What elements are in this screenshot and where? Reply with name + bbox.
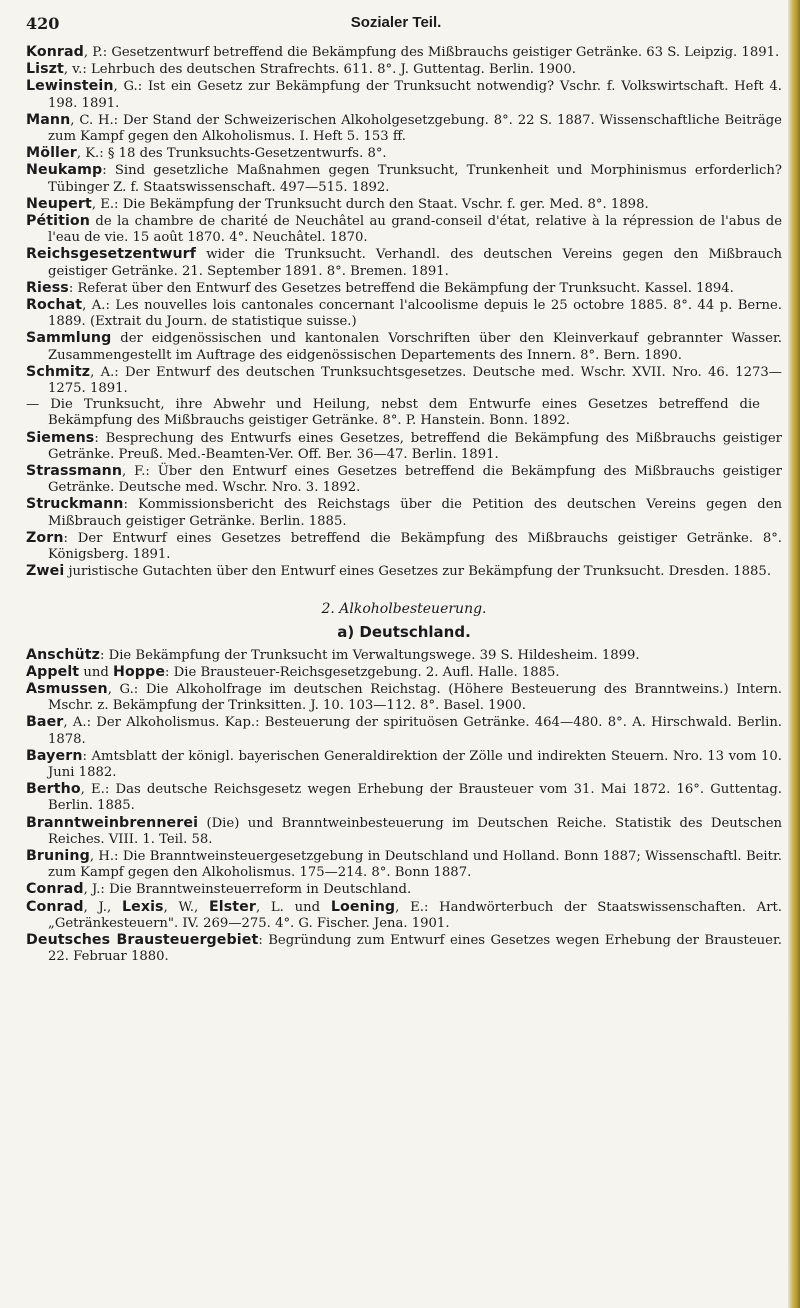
list-item xyxy=(26,297,782,330)
entry-text: , A.: Der Alkoholismus. Kap.: Besteuerung der spirituösen Getränke. 464—480. 8°. A. Hirschwald. Berlin. 1878. xyxy=(48,715,782,747)
entry-author: Pétition xyxy=(26,213,90,230)
entry-author: Rochat xyxy=(26,297,83,314)
entry-separator: , L. und xyxy=(255,899,331,915)
entry-list-b xyxy=(26,430,782,581)
entry-text: , E.: Handwörterbuch der Staatswissenschaften. Art. „Getränkesteuern". IV. 269—275. 4°. G. Fischer. Jena. 1901. xyxy=(48,899,782,931)
entry-separator: , J., xyxy=(83,899,122,915)
entry-text: : Kommissionsbericht des Reichstags über die Petition des deutschen Vereins gegen den Mißbrauch geistiger Getränke. Berlin. 1885. xyxy=(48,497,782,529)
list-item xyxy=(26,78,782,111)
list-item xyxy=(26,246,782,279)
list-item xyxy=(26,881,782,898)
entry-text: , P.: Gesetzentwurf betreffend die Bekämpfung des Mißbrauchs geistiger Getränke. 63 S. Leipzig. 1891. xyxy=(83,45,780,60)
entry-author: Riess xyxy=(26,279,69,296)
list-item xyxy=(26,748,782,781)
list-item xyxy=(26,899,782,932)
entry-author: Liszt xyxy=(26,61,64,78)
entry-author: Asmussen xyxy=(26,680,108,697)
page-edge xyxy=(788,0,800,1308)
entry-author: Reichsgesetzentwurf xyxy=(26,246,197,263)
list-item xyxy=(26,664,782,681)
page-header xyxy=(26,10,766,38)
entry-author: Siemens xyxy=(26,429,95,446)
entry-text: : Amtsblatt der königl. bayerischen Generaldirektion der Zölle und indirekten Steuern. Nro. 13 vom 10. Juni 1882. xyxy=(48,748,782,780)
list-item xyxy=(26,815,782,848)
list-item xyxy=(26,781,782,814)
entry-text: , K.: § 18 des Trunksuchts-Gesetzentwurfs. 8°. xyxy=(76,146,387,162)
entry-author: Elster xyxy=(208,898,256,915)
bibliography xyxy=(26,44,782,965)
entry-text: , G.: Die Alkoholfrage im deutschen Reichstag. (Höhere Besteuerung des Branntweins.) Intern. Mschr. z. Bekämpfung der Trinksitten. J. 10. 103—112. 8°. Basel. 1900. xyxy=(48,681,782,714)
entry-list-a xyxy=(26,44,782,397)
entry-text: , C. H.: Der Stand der Schweizerischen Alkoholgesetzgebung. 8°. 22 S. 1887. Wissenschaftliche Beiträge zum Kampf gegen den Alkoholismus. I. Heft 5. 153 ff. xyxy=(48,112,782,145)
entry-text: , F.: Über den Entwurf eines Gesetzes betreffend die Bekämpfung des Mißbrauchs geistiger Getränke. Deutsche med. Wschr. Nro. 3. 1892. xyxy=(48,464,782,496)
list-item xyxy=(26,463,782,496)
entry-author: Bayern xyxy=(26,747,83,764)
list-item xyxy=(26,714,782,747)
list-item xyxy=(26,162,782,195)
entry-author: Lewinstein xyxy=(26,78,114,95)
entry-text: : Begründung zum Entwurf eines Gesetzes wegen Erhebung der Brausteuer. 22. Februar 1880. xyxy=(48,932,782,965)
entry-text: , A.: Der Entwurf des deutschen Trunksuchtsgesetzes. Deutsche med. Wschr. XVII. Nro. 46. 1273—1275. 1891. xyxy=(48,364,782,397)
list-item xyxy=(26,44,782,61)
entry-text: , H.: Die Branntweinsteuergesetzgebung in Deutschland und Holland. Bonn 1887; Wissenschaftl. Beitr. zum Kampf gegen den Alkoholismus. 175—214. 8°. Bonn 1887. xyxy=(48,848,782,881)
entry-list-c xyxy=(26,647,782,899)
entry-text: : Sind gesetzliche Maßnahmen gegen Trunksucht, Trunkenheit und Morphinismus erforderlich? Tübinger Z. f. Staatswissenschaft. 497—515. 1892. xyxy=(48,163,782,195)
entry-author: Loening xyxy=(330,898,396,915)
entry-author: Möller xyxy=(26,145,77,162)
entry-author: Strassmann xyxy=(26,463,123,480)
list-item xyxy=(26,112,782,145)
list-item xyxy=(26,196,782,213)
entry-author: Deutsches Brausteuergebiet xyxy=(26,931,259,948)
list-item xyxy=(26,280,782,297)
entry-author: Schmitz xyxy=(26,363,91,380)
list-item xyxy=(26,647,782,664)
list-item xyxy=(26,430,782,463)
entry-author: Conrad xyxy=(26,898,84,915)
entry-author: Hoppe xyxy=(112,663,166,680)
list-item xyxy=(26,530,782,563)
entry-author: Branntweinbrennerei xyxy=(26,814,199,831)
entry-author: Bruning xyxy=(26,847,90,864)
list-item xyxy=(26,496,782,529)
entry-author: Zwei xyxy=(26,563,65,580)
list-item xyxy=(26,932,782,965)
list-item xyxy=(26,364,782,397)
country-heading: a) Deutschland. xyxy=(337,622,471,641)
entry-text: wider die Trunksucht. Verhandl. des deutschen Vereins gegen den Mißbrauch geistiger Getränke. 21. September 1891. 8°. Bremen. 1891. xyxy=(48,247,782,279)
list-item xyxy=(26,563,782,580)
entry-text: juristische Gutachten über den Entwurf eines Gesetzes zur Bekämpfung der Trunksucht. Dresden. 1885. xyxy=(64,564,772,580)
list-item xyxy=(26,213,782,246)
entry-separator: und xyxy=(79,664,113,680)
entry-author: Anschütz xyxy=(26,646,100,663)
entry-text: , E.: Das deutsche Reichsgesetz wegen Erhebung der Brausteuer vom 31. Mai 1872. 16°. Guttentag. Berlin. 1885. xyxy=(48,782,782,814)
entry-author: Neupert xyxy=(26,195,92,212)
entry-text: : Referat über den Entwurf des Gesetzes betreffend die Bekämpfung der Trunksucht. Kassel. 1894. xyxy=(68,280,734,296)
subsection-title: 2. Alkoholbesteuerung. xyxy=(321,600,487,617)
entry-author: Struckmann xyxy=(26,496,124,513)
entry-text: , G.: Ist ein Gesetz zur Bekämpfung der Trunksucht notwendig? Vschr. f. Volkswirtschaft. Heft 4. 198. 1891. xyxy=(48,79,782,111)
entry-text: : Die Bekämpfung der Trunksucht im Verwaltungswege. 39 S. Hildesheim. 1899. xyxy=(99,647,640,663)
running-title: Sozialer Teil. xyxy=(350,14,442,31)
entry-author: Conrad xyxy=(26,881,84,898)
entry-author: Lexis xyxy=(121,898,164,915)
entry-text: (Die) und Branntweinbesteuerung im Deutschen Reiche. Statistik des Deutschen Reiches. VIII. 1. Teil. 58. xyxy=(48,815,782,847)
page-number: 420 xyxy=(26,14,60,33)
list-item xyxy=(26,681,782,714)
entry-author: Zorn xyxy=(26,529,64,546)
entry-author: Sammlung xyxy=(26,330,112,347)
list-item xyxy=(26,330,782,363)
entry-text: : Der Entwurf eines Gesetzes betreffend die Bekämpfung des Mißbrauchs geistiger Getränke. 8°. Königsberg. 1891. xyxy=(48,530,782,563)
entry-text: der eidgenössischen und kantonalen Vorschriften über den Kleinverkauf gebrannter Wasser. Zusammengestellt im Auftrage des eidgenössischen Departements des Innern. 8°. Bern. 1890. xyxy=(48,331,782,363)
entry-author: Neukamp xyxy=(26,162,103,179)
entry-text: , E.: Die Bekämpfung der Trunksucht durch den Staat. Vschr. f. ger. Med. 8°. 1898. xyxy=(91,196,649,212)
list-item xyxy=(26,61,782,78)
entry-text: : Die Brausteuer-Reichsgesetzgebung. 2. Aufl. Halle. 1885. xyxy=(165,664,560,680)
entry-author: Baer xyxy=(26,714,64,731)
entry-separator: , W., xyxy=(163,899,209,915)
dash-entry-text: — Die Trunksucht, ihre Abwehr und Heilung, nebst dem Entwurfe eines Gesetzes betreffend die Bekämpfung des Mißbrauchs geistiger Getränke. 8°. P. Hanstein. Bonn. 1892. xyxy=(26,397,760,429)
entry-text: , J.: Die Branntweinsteuerreform in Deutschland. xyxy=(83,882,412,898)
list-item xyxy=(26,145,782,162)
entry-text: : Besprechung des Entwurfs eines Gesetzes, betreffend die Bekämpfung des Mißbrauchs geistiger Getränke. Preuß. Med.-Beamten-Ver. Off. Ber. 36—47. Berlin. 1891. xyxy=(48,430,782,462)
list-item xyxy=(26,397,782,429)
entry-author: Appelt xyxy=(26,663,80,680)
entry-author: Bertho xyxy=(26,781,81,798)
list-item xyxy=(26,848,782,881)
entry-text: , v.: Lehrbuch des deutschen Strafrechts. 611. 8°. J. Guttentag. Berlin. 1900. xyxy=(63,62,576,78)
entry-author: Mann xyxy=(26,111,71,128)
entry-text: de la chambre de charité de Neuchâtel au grand-conseil d'état, relative à la répression de l'abus de l'eau de vie. 15 août 1870. 4°. Neuchâtel. 1870. xyxy=(48,214,782,246)
entry-author: Konrad xyxy=(26,44,84,60)
entry-text: , A.: Les nouvelles lois cantonales concernant l'alcoolisme depuis le 25 octobre 1885. 8°. 44 p. Berne. 1889. (Extrait du Journ. de statistique suisse.) xyxy=(48,298,782,330)
